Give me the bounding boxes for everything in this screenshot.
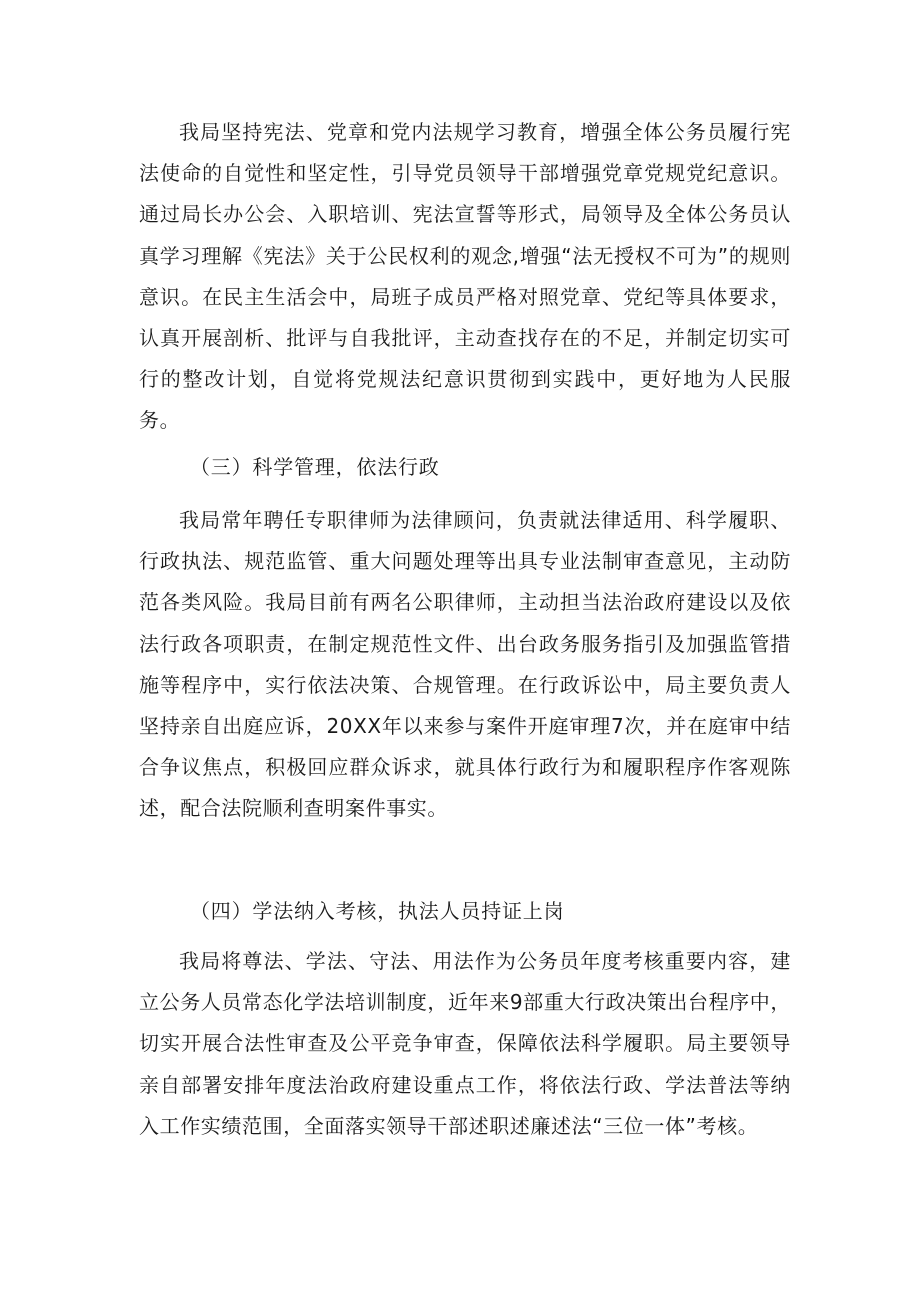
body-paragraph-law-administration: 我局常年聘任专职律师为法律顾问，负责就法律适用、科学履职、行政执法、规范监管、重大问题处理等出具专业法制审查意见，主动防范各类风险。我局目前有两名公职律师，主动担当法治政府建设以及依法行政各项职责，在制定规范性文件、出台政务服务指引及加强监管措施等程序中，实行依法决策、合规管理。在行政诉讼中，局主要负责人坚持亲自出庭应诉，20XX年以来参与案件开庭审理7次，并在庭审中结合争议焦点，积极回应群众诉求，就具体行政行为和履职程序作客观陈述，配合法院顺利查明案件事实。 (139, 508, 791, 821)
section-heading-4: （四）学法纳入考核，执法人员持证上岗 (190, 899, 565, 923)
body-paragraph-constitution-study: 我局坚持宪法、党章和党内法规学习教育，增强全体公务员履行宪法使命的自觉性和坚定性，引导党员领导干部增强党章党规党纪意识。通过局长办公会、入职培训、宪法宣誓等形式，局领导及全体公务员认真学习理解《宪法》关于公民权利的观念,增强“法无授权不可为”的规则意识。在民主生活会中，局班子成员严格对照党章、党纪等具体要求，认真开展剖析、批评与自我批评，主动查找存在的不足，并制定切实可行的整改计划，自觉将党规法纪意识贯彻到实践中，更好地为人民服务。 (139, 120, 791, 433)
section-heading-3: （三）科学管理，依法行政 (190, 455, 440, 479)
body-paragraph-assessment: 我局将尊法、学法、守法、用法作为公务员年度考核重要内容，建立公务人员常态化学法培训制度，近年来9部重大行政决策出台程序中，切实开展合法性审查及公平竞争审查，保障依法科学履职。局主要领导亲自部署安排年度法治政府建设重点工作，将依法行政、学法普法等纳入工作实绩范围，全面落实领导干部述职述廉述法“三位一体”考核。 (139, 949, 791, 1138)
